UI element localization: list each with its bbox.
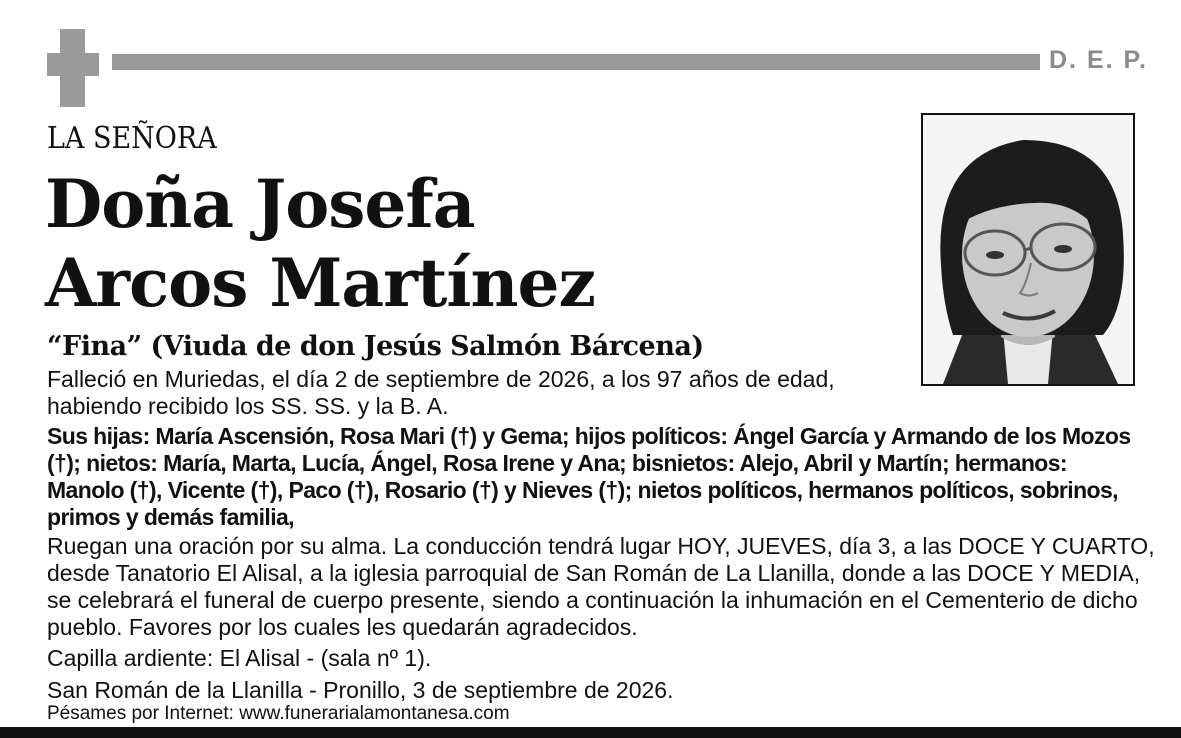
- deceased-name-last: Arcos Martínez: [45, 244, 595, 322]
- death-notice-text: Falleció en Muriedas, el día 2 de septiembre de 2026, a los 97 años de edad, habiendo recibido los SS. SS. y la B. A.: [47, 366, 835, 419]
- chapel-text: Capilla ardiente: El Alisal - (sala nº 1).: [47, 645, 432, 671]
- funeral-details-text: Ruegan una oración por su alma. La conducción tendrá lugar HOY, JUEVES, día 3, a las DOCE Y CUARTO, desde Tanatorio El Alisal, a la iglesia parroquial de San Román de La Llanilla, donde a las DOCE Y MEDIA, se celebrará el funeral de cuerpo presente, siendo a continuación la inhumación en el Cementerio de dicho pueblo. Favores por los cuales les quedarán agradecidos.: [47, 533, 1155, 640]
- place-date-text: San Román de la Llanilla - Pronillo, 3 de septiembre de 2026.: [47, 677, 674, 703]
- bottom-border: [0, 727, 1181, 738]
- deceased-name-first: Doña Josefa: [45, 165, 475, 243]
- honorific: LA SEÑORA: [47, 121, 217, 156]
- portrait-photo: [921, 113, 1135, 386]
- nickname-widow-line: “Fina” (Viuda de don Jesús Salmón Bárcena): [47, 331, 704, 362]
- condolences-web-text: Pésames por Internet: www.funerarialamontanesa.com: [47, 703, 510, 724]
- dep-label: D. E. P.: [1049, 46, 1148, 74]
- header-rule: [112, 54, 1040, 70]
- family-list-text: Sus hijas: María Ascensión, Rosa Mari (†) y Gema; hijos políticos: Ángel García y Armando de los Mozos (†); nietos: María, Marta, Lucía, Ángel, Rosa Irene y Ana; bisnietos: Alejo, Abril y Martín; hermanos: Manolo (†), Vicente (†), Paco (†), Rosario (†) y Nieves (†); nietos políticos, hermanos políticos, sobrinos, primos y demás familia,: [47, 423, 1131, 530]
